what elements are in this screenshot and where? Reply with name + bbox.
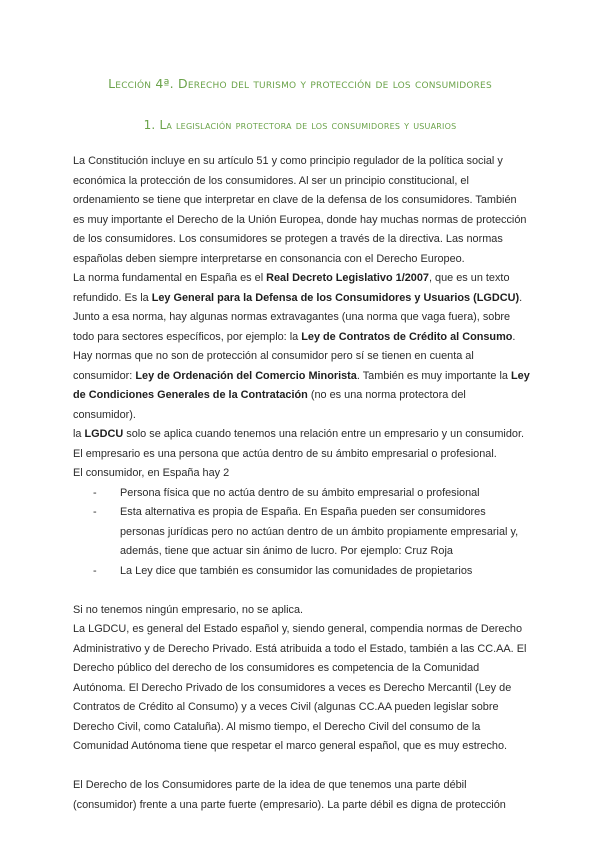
paragraph-no-empresario: Si no tenemos ningún empresario, no se aplica. <box>73 603 304 616</box>
law-name-credito: Ley de Contratos de Crédito al Consumo <box>301 330 513 343</box>
text-run: . Hay normas que no son de protección al consumidor pero sí se tienen en cuenta al consumidor: <box>73 330 516 382</box>
dash-bullet: - <box>93 564 97 577</box>
law-name-condiciones: Ley de Condiciones Generales de la Contratación <box>73 369 530 401</box>
lesson-title: Lección 4ª. Derecho del turismo y protección de los consumidores <box>108 76 492 91</box>
text-run: la <box>73 428 85 440</box>
list-item <box>93 562 530 582</box>
list-item-text: La Ley dice que también es consumidor las comunidades de propietarios <box>120 564 473 577</box>
paragraph-constitution: La Constitución incluye en su artículo 51 y como principio regulador de la política social y económica la protección de los consumidores. Al ser un principio constitucional, el ordenamiento se tiene que interpretar en clave de la defensa de los consumidores. También es muy importante el Derecho de la Unión Europea, donde hay muchas normas de protección de los consumidores. Los consumidores se protegen a través de la directiva. Las normas españolas deben siempre interpretarse en consonancia con el Derecho Europeo. <box>73 155 527 265</box>
text-run: La norma fundamental en España es el <box>73 272 267 284</box>
text-run: solo se aplica cuando tenemos una relación entre un empresario y un consumidor. El empresario es una persona que actúa dentro de su ámbito empresarial o profesional. <box>73 428 525 460</box>
list-item <box>93 503 530 562</box>
text-run: (no es una norma protectora del consumidor). <box>73 389 466 421</box>
paragraph-lgdcu-scope <box>73 425 530 464</box>
acronym-lgdcu: LGDCU <box>84 428 124 440</box>
law-name-lgdcu: Ley General para la Defensa de los Consumidores y Usuarios (LGDCU) <box>151 291 520 304</box>
text-run: . También es muy importante la <box>356 369 512 382</box>
law-name-comercio: Ley de Ordenación del Comercio Minorista <box>135 369 357 382</box>
list-item <box>93 484 530 504</box>
dash-bullet: - <box>93 486 97 499</box>
paragraph-fundamental-norm <box>73 269 530 425</box>
list-item-text: Persona física que no actúa dentro de su ámbito empresarial o profesional <box>120 486 480 499</box>
paragraph-lgdcu-general: La LGDCU, es general del Estado español y, siendo general, compendia normas de Derecho Administrativo y de Derecho Privado. Está atribuida a todo el Estado, también a las CC.AA. El Derecho público del derecho de los consumidores es competencia de la Comunidad Autónoma. El Derecho Privado de los consumidores a veces es Derecho Mercantil (Ley de Contratos de Crédito al Consumo) y a veces Civil (algunas CC.AA pueden legislar sobre Derecho Civil, como Cataluña). Al mismo tiempo, el Derecho Civil del consumo de la Comunidad Autónoma tiene que respetar el marco general español, que es muy estrecho. <box>73 623 527 752</box>
paragraph-weak-party: El Derecho de los Consumidores parte de la idea de que tenemos una parte débil (consumidor) frente a una parte fuerte (empresario). La parte débil es digna de protección <box>73 779 506 811</box>
section-heading: 1. La legislación protectora de los consumidores y usuarios <box>143 118 457 132</box>
law-name-rdl: Real Decreto Legislativo 1/2007 <box>266 272 429 284</box>
blank-line <box>73 757 530 777</box>
blank-line <box>73 581 530 601</box>
dash-bullet: - <box>93 506 97 518</box>
consumer-types-list <box>73 484 530 582</box>
list-item-text: Esta alternativa es propia de España. En España pueden ser consumidores personas jurídicas pero no actúan dentro de un ámbito propiamente empresarial y, además, tiene que actuar sin ánimo de lucro. Por ejemplo: Cruz Roja <box>120 506 519 557</box>
text-run: . Junto a esa norma, hay algunas normas extravagantes (una norma que vaga fuera), sobre todo para sectores específicos, por ejemplo: la <box>73 291 523 343</box>
text-run: , que es un texto refundido. Es la <box>73 272 510 304</box>
document-body <box>73 152 530 815</box>
paragraph-consumer-intro: El consumidor, en España hay 2 <box>73 467 230 479</box>
